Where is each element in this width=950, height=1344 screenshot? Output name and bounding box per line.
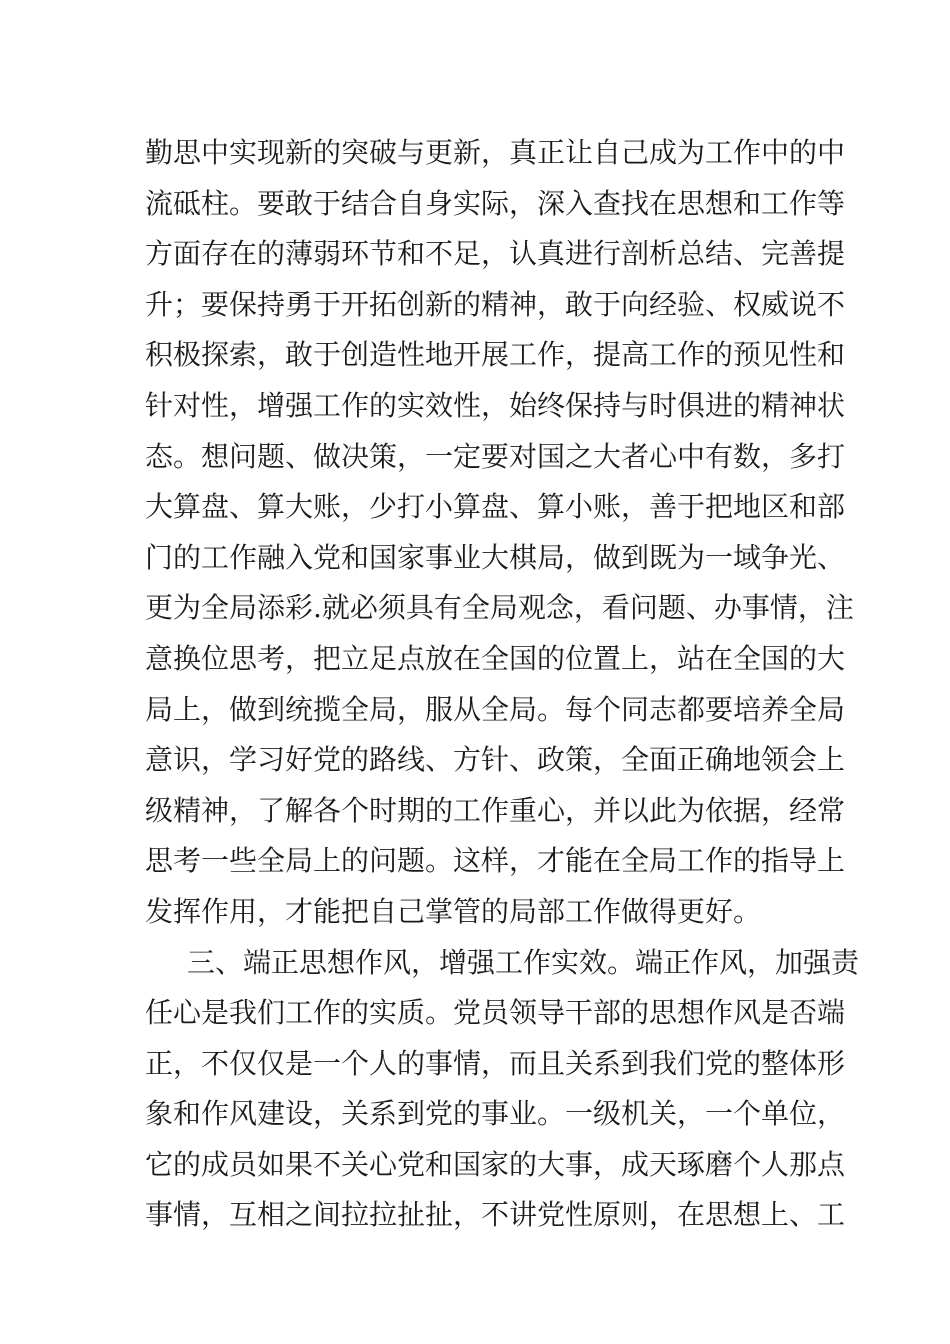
text-line: 事情，互相之间拉拉扯扯，不讲党性原则，在思想上、工 xyxy=(145,1198,846,1232)
paragraph-section-three xyxy=(145,938,860,1242)
text-line: 方面存在的薄弱环节和不足，认真进行剖析总结、完善提 xyxy=(145,237,846,271)
text-line: 三、端正思想作风，增强工作实效。端正作风，加强责 xyxy=(187,945,860,979)
text-line: 它的成员如果不关心党和国家的大事，成天琢磨个人那点 xyxy=(145,1147,846,1181)
text-line: 大算盘、算大账，少打小算盘、算小账，善于把地区和部 xyxy=(145,490,846,524)
text-line: 正，不仅仅是一个人的事情，而且关系到我们党的整体形 xyxy=(145,1046,846,1080)
text-line: 流砥柱。要敢于结合自身实际，深入查找在思想和工作等 xyxy=(145,186,846,220)
text-line: 发挥作用，才能把自己掌管的局部工作做得更好。 xyxy=(145,894,762,928)
text-line: 门的工作融入党和国家事业大棋局，做到既为一域争光、 xyxy=(145,540,846,574)
text-line: 局上，做到统揽全局，服从全局。每个同志都要培养全局 xyxy=(145,692,846,726)
paragraph-continuation xyxy=(145,128,854,938)
text-line: 意识，学习好党的路线、方针、政策，全面正确地领会上 xyxy=(145,743,846,777)
text-line: 勤思中实现新的突破与更新，真正让自己成为工作中的中 xyxy=(145,136,846,169)
text-line: 态。想问题、做决策，一定要对国之大者心中有数，多打 xyxy=(145,439,846,473)
text-line: 思考一些全局上的问题。这样，才能在全局工作的指导上 xyxy=(145,844,846,878)
body-text xyxy=(145,128,860,1241)
text-line: 意换位思考，把立足点放在全国的位置上，站在全国的大 xyxy=(145,641,846,675)
text-line: 积极探索，敢于创造性地开展工作，提高工作的预见性和 xyxy=(145,338,846,372)
text-line: 象和作风建设，关系到党的事业。一级机关，一个单位， xyxy=(145,1097,846,1131)
text-line: 任心是我们工作的实质。党员领导干部的思想作风是否端 xyxy=(145,996,846,1030)
text-line: 升；要保持勇于开拓创新的精神，敢于向经验、权威说不 xyxy=(145,287,846,321)
text-line: 级精神，了解各个时期的工作重心，并以此为依据，经常 xyxy=(145,793,846,827)
text-line: 针对性，增强工作的实效性，始终保持与时俱进的精神状 xyxy=(145,388,846,422)
text-line: 更为全局添彩.就必须具有全局观念，看问题、办事情，注 xyxy=(145,591,854,625)
